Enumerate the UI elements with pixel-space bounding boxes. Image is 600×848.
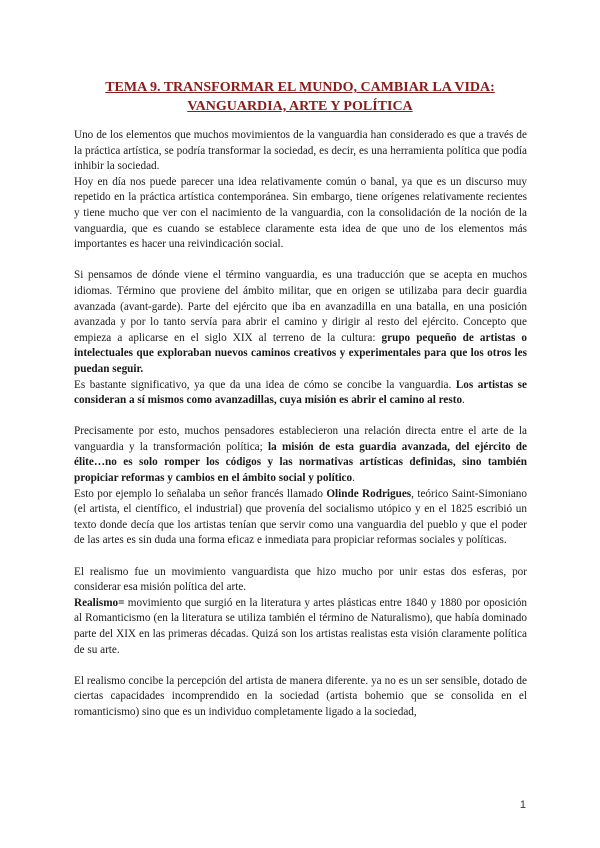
paragraph: Uno de los elementos que muchos movimientos de la vanguardia han considerado es que a través de la práctica artística, se podría transformar la sociedad, es decir, es una herramienta política que podía inhibir la sociedad. xyxy=(74,129,527,173)
paragraph-text: , teórico Saint-Simoniano (el artista, el científico, el industrial) que provenía del socialismo utópico y en el 1825 escribió un texto donde decía que los artistas tenían que servir como una vanguardia del pueblo y que el poder de las artes es sin duda una forma eficaz e inmediata para propiciar reformas sociales y políticas. xyxy=(74,487,527,547)
paragraph-text: Precisamente por esto, muchos pensadores establecieron una relación directa entre el arte de la vanguardia y la transformación política; xyxy=(74,425,527,453)
paragraph-text: Si pensamos de dónde viene el término vanguardia, es una traducción que se acepta en muchos idiomas. Término que proviene del ámbito militar, que en origen se utilizaba para decir guardia avanzada (avant-garde). Parte del ejército que iba en avanzadilla en una batalla, en una posición avanzada y por lo tanto servía para abrir el camino y dirigir al resto del ejército. Concepto que empieza a aplicarse en el siglo XIX al terreno de la cultura: xyxy=(74,269,527,344)
paragraph xyxy=(74,487,527,549)
document-body xyxy=(74,128,527,721)
paragraph-text: Es bastante significativo, ya que da una idea de cómo se concibe la vanguardia. xyxy=(74,378,456,391)
bold-text: Los artistas se consideran a sí mismos como avanzadillas, cuya misión es abrir el camino al resto xyxy=(74,378,527,407)
paragraph xyxy=(74,268,527,377)
paragraph-text: movimiento que surgió en la literatura y artes plásticas entre 1840 y 1880 por oposición al Romanticismo (en la literatura se utiliza también el término de Naturalismo), que había dominado parte del XIX en las primeras décadas. Quizá son los artistas realistas esta visión claramente política de su arte. xyxy=(74,596,527,656)
bold-text: Realismo= xyxy=(74,596,125,609)
page-title xyxy=(60,78,540,116)
paragraph-text: . xyxy=(462,394,465,407)
page-number: 1 xyxy=(519,799,526,811)
bold-text: grupo pequeño de artistas o intelectuales que exploraban nuevos caminos creativos y experimentales para que los otros les puedan seguir. xyxy=(74,331,527,375)
paragraph: Hoy en día nos puede parecer una idea relativamente común o banal, ya que es un discurso muy repetido en la práctica artística contemporánea. Sin embargo, tiene orígenes relativamente recientes y tiene mucho que ver con el nacimiento de la vanguardia, con la consolidación de la noción de la vanguardia, que es cuando se establece claramente esta idea de que uno de los elementos más importantes es hacer una reivindicación social. xyxy=(74,175,527,251)
paragraph xyxy=(74,378,527,409)
title-line-2: VANGUARDIA, ARTE Y POLÍTICA xyxy=(187,99,413,114)
title-line-1: TEMA 9. TRANSFORMAR EL MUNDO, CAMBIAR LA VIDA: xyxy=(105,80,495,95)
paragraph xyxy=(74,596,527,658)
bold-text: la misión de esta guardia avanzada, del ejército de élite…no es solo romper los códigos y las normativas artísticas definidas, sino también propiciar reformas y cambios en el ámbito social y político xyxy=(74,440,527,485)
paragraph xyxy=(74,424,527,486)
bold-text: Olinde Rodrigues xyxy=(326,487,412,500)
paragraph: El realismo concibe la percepción del artista de manera diferente. ya no es un ser sensible, dotado de ciertas capacidades incomprendido en la sociedad (artista bohemio que se consolida en el romanticismo) sino que es un individuo completamente ligado a la sociedad, xyxy=(74,674,527,718)
paragraph-text: . xyxy=(352,472,355,485)
paragraph-text: Esto por ejemplo lo señalaba un señor francés llamado xyxy=(74,487,327,500)
paragraph: El realismo fue un movimiento vanguardista que hizo mucho por unir estas dos esferas, por considerar esa misión política del arte. xyxy=(74,565,527,594)
